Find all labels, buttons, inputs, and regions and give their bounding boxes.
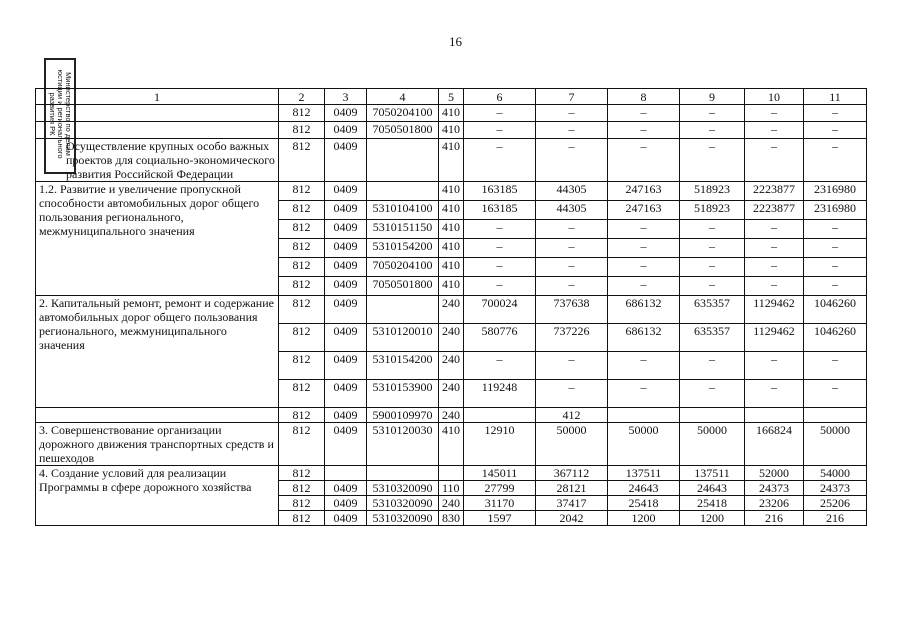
value-cell: 24373 bbox=[745, 481, 804, 496]
value-cell: – bbox=[608, 352, 680, 380]
value-cell: – bbox=[680, 258, 745, 277]
target-code bbox=[367, 296, 439, 324]
table-row bbox=[36, 466, 867, 481]
stamp-text: Министерство по делам юстиции и регионального развития РК bbox=[48, 69, 73, 159]
value-cell: – bbox=[464, 122, 536, 139]
expense-type: 410 bbox=[439, 239, 464, 258]
value-cell: 247163 bbox=[608, 182, 680, 201]
value-cell: – bbox=[536, 352, 608, 380]
value-cell: 25206 bbox=[804, 496, 867, 511]
table-row bbox=[36, 296, 867, 324]
value-cell: – bbox=[680, 352, 745, 380]
budget-table bbox=[35, 88, 867, 526]
value-cell: – bbox=[464, 139, 536, 182]
value-cell: – bbox=[536, 258, 608, 277]
target-code bbox=[367, 182, 439, 201]
expense-type: 240 bbox=[439, 496, 464, 511]
value-cell: 1046260 bbox=[804, 324, 867, 352]
value-cell: 2223877 bbox=[745, 201, 804, 220]
value-cell bbox=[464, 408, 536, 423]
target-code: 5900109970 bbox=[367, 408, 439, 423]
target-code: 5310120010 bbox=[367, 324, 439, 352]
target-code: 7050204100 bbox=[367, 258, 439, 277]
admin-code: 812 bbox=[279, 277, 325, 296]
value-cell: 27799 bbox=[464, 481, 536, 496]
admin-code: 812 bbox=[279, 380, 325, 408]
value-cell: 52000 bbox=[745, 466, 804, 481]
row-description bbox=[36, 122, 279, 139]
value-cell: – bbox=[745, 139, 804, 182]
value-cell: 166824 bbox=[745, 423, 804, 466]
value-cell: – bbox=[745, 220, 804, 239]
col-header: 7 bbox=[536, 89, 608, 105]
value-cell: – bbox=[464, 105, 536, 122]
value-cell: 23206 bbox=[745, 496, 804, 511]
expense-type: 410 bbox=[439, 122, 464, 139]
row-description bbox=[36, 408, 279, 423]
col-header: 5 bbox=[439, 89, 464, 105]
value-cell: – bbox=[464, 352, 536, 380]
row-description: 4. Создание условий для реализации Программы в сфере дорожного хозяйства bbox=[36, 466, 279, 526]
admin-code: 812 bbox=[279, 296, 325, 324]
expense-type: 410 bbox=[439, 423, 464, 466]
section-code: 0409 bbox=[325, 277, 367, 296]
admin-code: 812 bbox=[279, 511, 325, 526]
value-cell: 44305 bbox=[536, 201, 608, 220]
table-row bbox=[36, 408, 867, 423]
expense-type: 240 bbox=[439, 408, 464, 423]
expense-type bbox=[439, 466, 464, 481]
expense-type: 410 bbox=[439, 277, 464, 296]
section-code: 0409 bbox=[325, 258, 367, 277]
value-cell: – bbox=[745, 105, 804, 122]
expense-type: 240 bbox=[439, 324, 464, 352]
value-cell: – bbox=[804, 239, 867, 258]
value-cell: 635357 bbox=[680, 324, 745, 352]
value-cell: 25418 bbox=[608, 496, 680, 511]
value-cell: 580776 bbox=[464, 324, 536, 352]
value-cell: – bbox=[804, 105, 867, 122]
value-cell: 163185 bbox=[464, 201, 536, 220]
col-header: 4 bbox=[367, 89, 439, 105]
value-cell: – bbox=[536, 277, 608, 296]
value-cell: 412 bbox=[536, 408, 608, 423]
col-header: 6 bbox=[464, 89, 536, 105]
table-row bbox=[36, 182, 867, 201]
value-cell: – bbox=[804, 352, 867, 380]
section-code: 0409 bbox=[325, 511, 367, 526]
value-cell: 737638 bbox=[536, 296, 608, 324]
value-cell: 1046260 bbox=[804, 296, 867, 324]
expense-type: 410 bbox=[439, 182, 464, 201]
expense-type: 240 bbox=[439, 380, 464, 408]
admin-code: 812 bbox=[279, 481, 325, 496]
section-code: 0409 bbox=[325, 481, 367, 496]
value-cell: – bbox=[464, 239, 536, 258]
value-cell: 2316980 bbox=[804, 182, 867, 201]
admin-code: 812 bbox=[279, 182, 325, 201]
value-cell: 1129462 bbox=[745, 296, 804, 324]
value-cell: – bbox=[608, 380, 680, 408]
value-cell: – bbox=[536, 380, 608, 408]
value-cell: – bbox=[536, 220, 608, 239]
value-cell: 50000 bbox=[804, 423, 867, 466]
value-cell: 1129462 bbox=[745, 324, 804, 352]
value-cell: – bbox=[608, 258, 680, 277]
section-code: 0409 bbox=[325, 324, 367, 352]
value-cell: – bbox=[608, 105, 680, 122]
admin-code: 812 bbox=[279, 352, 325, 380]
section-code: 0409 bbox=[325, 352, 367, 380]
expense-type: 240 bbox=[439, 352, 464, 380]
expense-type: 240 bbox=[439, 296, 464, 324]
col-header: 2 bbox=[279, 89, 325, 105]
section-code: 0409 bbox=[325, 105, 367, 122]
section-code: 0409 bbox=[325, 423, 367, 466]
value-cell: – bbox=[804, 277, 867, 296]
value-cell: 700024 bbox=[464, 296, 536, 324]
value-cell: 25418 bbox=[680, 496, 745, 511]
section-code: 0409 bbox=[325, 201, 367, 220]
section-code: 0409 bbox=[325, 239, 367, 258]
target-code: 5310120030 bbox=[367, 423, 439, 466]
page-number: 16 bbox=[449, 34, 462, 49]
value-cell: – bbox=[804, 380, 867, 408]
value-cell: – bbox=[608, 220, 680, 239]
target-code: 5310320090 bbox=[367, 511, 439, 526]
value-cell: 137511 bbox=[680, 466, 745, 481]
value-cell: – bbox=[680, 122, 745, 139]
col-header: 1 bbox=[36, 89, 279, 105]
value-cell: 163185 bbox=[464, 182, 536, 201]
table-row bbox=[36, 105, 867, 122]
expense-type: 410 bbox=[439, 105, 464, 122]
row-description: 3. Совершенствование организации дорожного движения транспортных средств и пешеходов bbox=[36, 423, 279, 466]
value-cell: 1597 bbox=[464, 511, 536, 526]
table-row bbox=[36, 139, 867, 182]
target-code: 5310154200 bbox=[367, 239, 439, 258]
col-header: 11 bbox=[804, 89, 867, 105]
value-cell: 119248 bbox=[464, 380, 536, 408]
target-code bbox=[367, 139, 439, 182]
admin-code: 812 bbox=[279, 122, 325, 139]
admin-code: 812 bbox=[279, 139, 325, 182]
value-cell: 367112 bbox=[536, 466, 608, 481]
value-cell: – bbox=[804, 139, 867, 182]
section-code: 0409 bbox=[325, 496, 367, 511]
admin-code: 812 bbox=[279, 324, 325, 352]
admin-code: 812 bbox=[279, 258, 325, 277]
section-code: 0409 bbox=[325, 296, 367, 324]
value-cell: 2316980 bbox=[804, 201, 867, 220]
section-code: 0409 bbox=[325, 122, 367, 139]
value-cell: – bbox=[680, 380, 745, 408]
value-cell: 216 bbox=[745, 511, 804, 526]
section-code: 0409 bbox=[325, 182, 367, 201]
expense-type: 830 bbox=[439, 511, 464, 526]
target-code: 7050501800 bbox=[367, 122, 439, 139]
value-cell: 686132 bbox=[608, 296, 680, 324]
table-row bbox=[36, 122, 867, 139]
admin-code: 812 bbox=[279, 105, 325, 122]
value-cell: – bbox=[804, 220, 867, 239]
admin-code: 812 bbox=[279, 239, 325, 258]
value-cell bbox=[608, 408, 680, 423]
value-cell: – bbox=[680, 239, 745, 258]
value-cell: 137511 bbox=[608, 466, 680, 481]
value-cell: – bbox=[680, 139, 745, 182]
section-code: 0409 bbox=[325, 139, 367, 182]
value-cell: – bbox=[680, 277, 745, 296]
admin-code: 812 bbox=[279, 408, 325, 423]
value-cell: 37417 bbox=[536, 496, 608, 511]
value-cell: – bbox=[608, 139, 680, 182]
admin-code: 812 bbox=[279, 496, 325, 511]
row-description bbox=[36, 105, 279, 122]
value-cell: – bbox=[464, 220, 536, 239]
target-code bbox=[367, 466, 439, 481]
value-cell: – bbox=[745, 258, 804, 277]
target-code: 5310153900 bbox=[367, 380, 439, 408]
value-cell: 50000 bbox=[608, 423, 680, 466]
value-cell bbox=[680, 408, 745, 423]
expense-type: 410 bbox=[439, 139, 464, 182]
target-code: 7050501800 bbox=[367, 277, 439, 296]
target-code: 5310154200 bbox=[367, 352, 439, 380]
target-code: 5310320090 bbox=[367, 496, 439, 511]
value-cell: 24643 bbox=[680, 481, 745, 496]
admin-code: 812 bbox=[279, 201, 325, 220]
value-cell: 635357 bbox=[680, 296, 745, 324]
value-cell: 216 bbox=[804, 511, 867, 526]
value-cell: 50000 bbox=[680, 423, 745, 466]
value-cell: – bbox=[536, 239, 608, 258]
value-cell: 50000 bbox=[536, 423, 608, 466]
value-cell: 145011 bbox=[464, 466, 536, 481]
value-cell: – bbox=[745, 122, 804, 139]
value-cell: 247163 bbox=[608, 201, 680, 220]
expense-type: 410 bbox=[439, 201, 464, 220]
value-cell: 686132 bbox=[608, 324, 680, 352]
value-cell: 28121 bbox=[536, 481, 608, 496]
value-cell: – bbox=[680, 105, 745, 122]
target-code: 7050204100 bbox=[367, 105, 439, 122]
section-code: 0409 bbox=[325, 408, 367, 423]
value-cell: 54000 bbox=[804, 466, 867, 481]
value-cell: – bbox=[464, 258, 536, 277]
expense-type: 410 bbox=[439, 258, 464, 277]
target-code: 5310104100 bbox=[367, 201, 439, 220]
row-description: 1.2. Развитие и увеличение пропускной способности автомобильных дорог общего пользования регионального, межмуниципального значения bbox=[36, 182, 279, 296]
value-cell: 24643 bbox=[608, 481, 680, 496]
value-cell: 2042 bbox=[536, 511, 608, 526]
value-cell: – bbox=[536, 105, 608, 122]
value-cell: 24373 bbox=[804, 481, 867, 496]
value-cell: – bbox=[745, 380, 804, 408]
header-row bbox=[36, 89, 867, 105]
value-cell: – bbox=[536, 139, 608, 182]
col-header: 3 bbox=[325, 89, 367, 105]
section-code: 0409 bbox=[325, 220, 367, 239]
admin-code: 812 bbox=[279, 423, 325, 466]
row-description: 2. Капитальный ремонт, ремонт и содержание автомобильных дорог общего пользования регионального, межмуниципального значения bbox=[36, 296, 279, 408]
admin-code: 812 bbox=[279, 466, 325, 481]
target-code: 5310320090 bbox=[367, 481, 439, 496]
table-row bbox=[36, 423, 867, 466]
value-cell: – bbox=[608, 122, 680, 139]
col-header: 8 bbox=[608, 89, 680, 105]
admin-code: 812 bbox=[279, 220, 325, 239]
value-cell: 2223877 bbox=[745, 182, 804, 201]
expense-type: 110 bbox=[439, 481, 464, 496]
target-code: 5310151150 bbox=[367, 220, 439, 239]
value-cell: – bbox=[804, 122, 867, 139]
value-cell: – bbox=[804, 258, 867, 277]
row-description: Осуществление крупных особо важных проектов для социально-экономического развития Российской Федерации bbox=[36, 139, 279, 182]
value-cell: – bbox=[536, 122, 608, 139]
col-header: 9 bbox=[680, 89, 745, 105]
value-cell: – bbox=[608, 239, 680, 258]
section-code bbox=[325, 466, 367, 481]
value-cell: 1200 bbox=[608, 511, 680, 526]
value-cell: 12910 bbox=[464, 423, 536, 466]
value-cell bbox=[745, 408, 804, 423]
value-cell: 518923 bbox=[680, 201, 745, 220]
section-code: 0409 bbox=[325, 380, 367, 408]
value-cell: 44305 bbox=[536, 182, 608, 201]
col-header: 10 bbox=[745, 89, 804, 105]
value-cell: – bbox=[464, 277, 536, 296]
value-cell: 1200 bbox=[680, 511, 745, 526]
value-cell: – bbox=[745, 352, 804, 380]
expense-type: 410 bbox=[439, 220, 464, 239]
value-cell bbox=[804, 408, 867, 423]
value-cell: – bbox=[745, 239, 804, 258]
value-cell: 737226 bbox=[536, 324, 608, 352]
value-cell: 518923 bbox=[680, 182, 745, 201]
value-cell: – bbox=[608, 277, 680, 296]
value-cell: – bbox=[745, 277, 804, 296]
value-cell: – bbox=[680, 220, 745, 239]
value-cell: 31170 bbox=[464, 496, 536, 511]
